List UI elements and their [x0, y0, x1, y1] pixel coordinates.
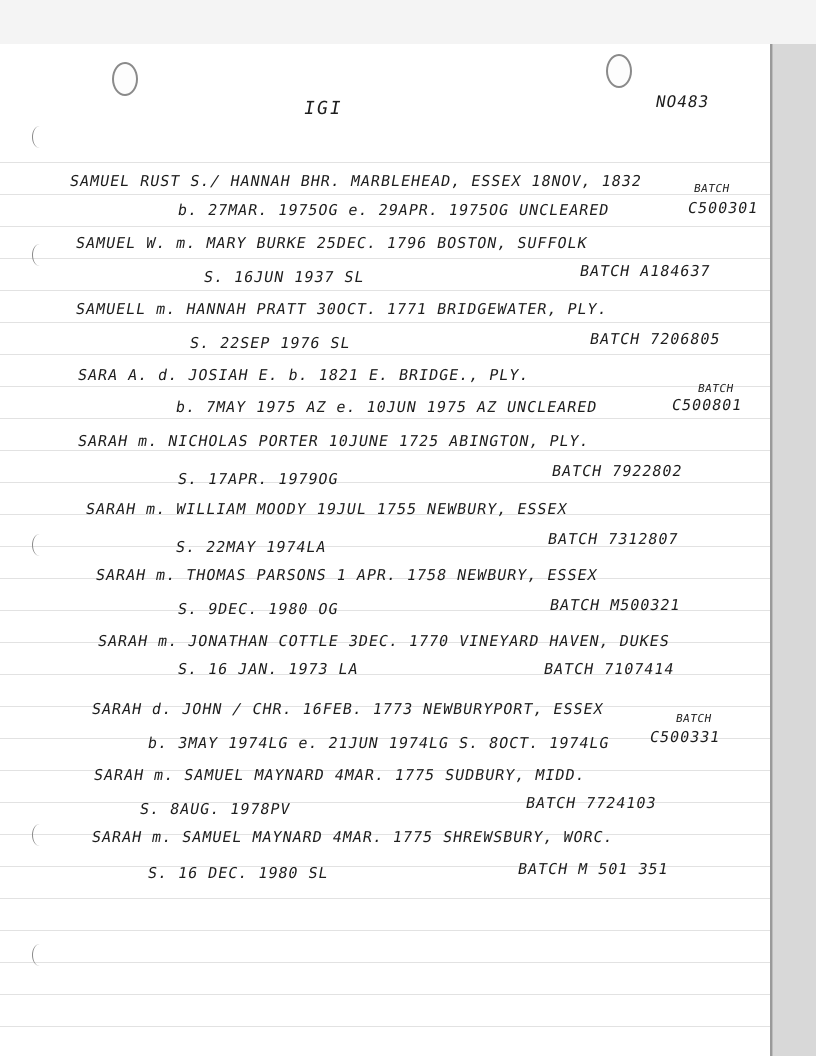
margin-mark	[32, 244, 47, 266]
margin-mark	[32, 126, 47, 148]
entry-detail: S. 22SEP 1976 SL	[188, 334, 353, 352]
batch-number: BATCH M 501 351	[516, 860, 671, 878]
entry-line: SARAH m. THOMAS PARSONS 1 APR. 1758 NEWBURY, ESSEX	[94, 566, 600, 584]
batch-number: BATCH 7107414	[542, 660, 676, 678]
notebook-page	[0, 44, 772, 1056]
batch-tag: BATCH	[674, 712, 713, 725]
entry-line: SARAH d. JOHN / CHR. 16FEB. 1773 NEWBURYPORT, ESSEX	[90, 700, 606, 718]
ruled-line	[0, 482, 770, 483]
entry-detail: S. 17APR. 1979OG	[176, 470, 341, 488]
punch-hole	[112, 62, 138, 96]
entry-detail: S. 16 DEC. 1980 SL	[146, 864, 331, 882]
ruled-line	[0, 930, 770, 931]
ruled-line	[0, 354, 770, 355]
entry-line: SARA A. d. JOSIAH E. b. 1821 E. BRIDGE., PLY.	[76, 366, 531, 384]
entry-detail: b. 7MAY 1975 AZ e. 10JUN 1975 AZ UNCLEARED	[174, 398, 599, 416]
batch-number: BATCH 7312807	[546, 530, 680, 548]
entry-line: SARAH m. SAMUEL MAYNARD 4MAR. 1775 SHREWSBURY, WORC.	[90, 828, 616, 846]
ruled-line	[0, 418, 770, 419]
entry-detail: S. 8AUG. 1978PV	[138, 800, 293, 818]
entry-detail: b. 3MAY 1974LG e. 21JUN 1974LG S. 8OCT. 1974LG	[146, 734, 612, 752]
entry-line: SARAH m. NICHOLAS PORTER 10JUNE 1725 ABINGTON, PLY.	[76, 432, 592, 450]
ruled-line	[0, 226, 770, 227]
entry-line: SARAH m. WILLIAM MOODY 19JUL 1755 NEWBURY, ESSEX	[84, 500, 570, 518]
batch-number: BATCH 7206805	[588, 330, 722, 348]
entry-detail: S. 9DEC. 1980 OG	[176, 600, 341, 618]
punch-hole	[606, 54, 632, 88]
entry-line: SAMUEL RUST S./ HANNAH BHR. MARBLEHEAD, ESSEX 18NOV, 1832	[68, 172, 644, 190]
ruled-line	[0, 162, 770, 163]
ruled-line	[0, 962, 770, 963]
batch-number: BATCH A184637	[578, 262, 712, 280]
entry-line: SARAH m. SAMUEL MAYNARD 4MAR. 1775 SUDBURY, MIDD.	[92, 766, 588, 784]
margin-mark	[32, 944, 47, 966]
page-title: IGI	[302, 98, 345, 119]
entry-line: SAMUEL W. m. MARY BURKE 25DEC. 1796 BOSTON, SUFFOLK	[74, 234, 590, 252]
ruled-line	[0, 194, 770, 195]
entry-detail: S. 16JUN 1937 SL	[202, 268, 367, 286]
entry-detail: b. 27MAR. 1975OG e. 29APR. 1975OG UNCLEARED	[176, 201, 611, 219]
margin-mark	[32, 824, 47, 846]
ruled-line	[0, 1026, 770, 1027]
ruled-line	[0, 322, 770, 323]
batch-number: BATCH 7922802	[550, 462, 684, 480]
ruled-line	[0, 258, 770, 259]
entry-detail: S. 22MAY 1974LA	[174, 538, 329, 556]
batch-number: BATCH M500321	[548, 596, 682, 614]
batch-number: C500801	[670, 396, 744, 414]
batch-number: C500301	[686, 199, 760, 217]
batch-number: BATCH 7724103	[524, 794, 658, 812]
batch-tag: BATCH	[692, 182, 731, 195]
ruled-line	[0, 290, 770, 291]
entry-line: SAMUELL m. HANNAH PRATT 30OCT. 1771 BRIDGEWATER, PLY.	[74, 300, 610, 318]
reference-number: NO483	[654, 92, 711, 111]
ruled-line	[0, 450, 770, 451]
margin-mark	[32, 534, 47, 556]
batch-number: C500331	[648, 728, 722, 746]
ruled-line	[0, 994, 770, 995]
entry-line: SARAH m. JONATHAN COTTLE 3DEC. 1770 VINEYARD HAVEN, DUKES	[96, 632, 672, 650]
batch-tag: BATCH	[696, 382, 735, 395]
entry-detail: S. 16 JAN. 1973 LA	[176, 660, 361, 678]
scan-top-strip	[0, 0, 816, 44]
ruled-line	[0, 898, 770, 899]
ruled-line	[0, 386, 770, 387]
